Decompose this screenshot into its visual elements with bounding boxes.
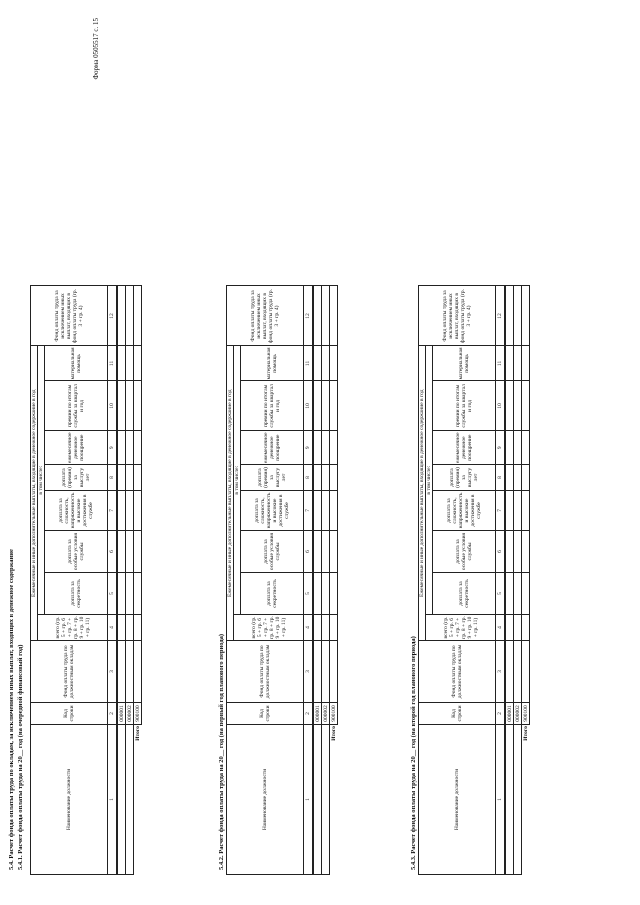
table-cell (126, 346, 134, 381)
header-salary-fund: Фонд оплаты труда по должностным окладам (227, 641, 304, 703)
table-cell (330, 615, 338, 641)
main-title: 5.4. Расчет фонда оплаты труда по окладам, за исключением иных выплат, входящих в денежное содержание (8, 549, 15, 870)
table-cell (514, 346, 522, 381)
table-cell (313, 615, 322, 641)
table-cell (514, 431, 522, 465)
table-cell (117, 381, 126, 431)
table-cell (330, 346, 338, 381)
column-number: 7 (108, 491, 118, 531)
table-cell (322, 573, 330, 615)
table-cell (330, 491, 338, 531)
section-title: 5.4.1. Расчет фонда оплаты труда на 20__ год (на очередной финансовый год) (17, 644, 24, 870)
header-total: всего (гр. 5 + гр. 6 + гр. 7 + гр. 8 + гр. 9 + гр. 10 + гр. 11) (38, 615, 108, 641)
column-number: 6 (108, 531, 118, 573)
table-cell (313, 286, 322, 346)
calculation-table (418, 285, 530, 875)
table-cell (330, 381, 338, 431)
table-cell (117, 531, 126, 573)
calculation-table (30, 285, 142, 875)
header-code: Код строки (227, 703, 304, 725)
column-number: 12 (496, 286, 506, 346)
total-code: 900100 (522, 703, 530, 725)
table-cell (313, 531, 322, 573)
table-cell (126, 465, 134, 491)
table-cell (126, 381, 134, 431)
table-cell (505, 641, 514, 703)
header-monthly-group: Ежемесячные и иные дополнительные выплаты, входящие в денежное содержание в год (227, 346, 234, 641)
table-cell (522, 431, 530, 465)
header-c6: доплата за особые условия службы (241, 531, 304, 573)
column-number: 3 (108, 641, 118, 703)
header-c7: доплата за сложность, напряженность и высокие достижения в службе (241, 491, 304, 531)
header-including: в том числе: (38, 346, 45, 615)
column-number: 4 (304, 615, 314, 641)
column-number: 2 (108, 703, 118, 725)
column-number: 10 (108, 381, 118, 431)
table-cell (134, 615, 142, 641)
column-number: 6 (496, 531, 506, 573)
column-number: 4 (496, 615, 506, 641)
table-cell (126, 431, 134, 465)
column-number: 12 (304, 286, 314, 346)
row-code: 000001 (117, 703, 126, 725)
table-row (514, 286, 522, 875)
table-cell (322, 531, 330, 573)
table-cell (522, 641, 530, 703)
table-cell (514, 725, 522, 875)
table-cell (522, 531, 530, 573)
column-number: 11 (496, 346, 506, 381)
column-number: 6 (304, 531, 314, 573)
table-row (322, 286, 330, 875)
header-c10: премии по итогам службы за квартал и год (433, 381, 496, 431)
table-cell (514, 381, 522, 431)
table-cell (126, 615, 134, 641)
table-cell (117, 431, 126, 465)
table-cell (313, 465, 322, 491)
column-number: 1 (108, 725, 118, 875)
column-number: 8 (108, 465, 118, 491)
table-cell (322, 615, 330, 641)
column-number: 4 (108, 615, 118, 641)
table-cell (117, 573, 126, 615)
column-number: 1 (304, 725, 314, 875)
column-number: 8 (496, 465, 506, 491)
table-cell (505, 615, 514, 641)
header-c5: доплата за секретность (45, 573, 108, 615)
table-cell (126, 531, 134, 573)
total-label: Итого (134, 726, 141, 741)
table-cell (505, 381, 514, 431)
table-cell (134, 346, 142, 381)
header-including: в том числе: (234, 346, 241, 615)
table-cell (322, 431, 330, 465)
table-cell (134, 381, 142, 431)
table-cell (126, 286, 134, 346)
table-cell (522, 573, 530, 615)
total-label: Итого (330, 726, 337, 741)
table-cell (126, 641, 134, 703)
header-code: Код строки (31, 703, 108, 725)
table-cell (505, 465, 514, 491)
table-cell (126, 573, 134, 615)
table-cell (322, 286, 330, 346)
header-position: Наименование должности (419, 725, 496, 875)
row-code: 000001 (313, 703, 322, 725)
table-cell (522, 346, 530, 381)
table-cell (134, 491, 142, 531)
column-number: 5 (108, 573, 118, 615)
table-cell (322, 381, 330, 431)
table-cell (313, 381, 322, 431)
column-number: 10 (496, 381, 506, 431)
column-number: 9 (108, 431, 118, 465)
table-cell (313, 725, 322, 875)
table-cell (522, 286, 530, 346)
table-cell (330, 531, 338, 573)
table-cell (134, 641, 142, 703)
header-salary-fund: Фонд оплаты труда по должностным окладам (419, 641, 496, 703)
column-number: 3 (304, 641, 314, 703)
table-cell (117, 286, 126, 346)
section-title: 5.4.2. Расчет фонда оплаты труда на 20__ год (на первый год планового периода) (218, 633, 225, 870)
table-cell (134, 286, 142, 346)
table-cell (522, 615, 530, 641)
table-cell (514, 615, 522, 641)
header-col12: Фонд оплаты труда за исключением иных выплат, входящих в фонд оплаты труда (гр. 3 + гр. 4) (227, 286, 304, 346)
table-cell (514, 465, 522, 491)
table-cell (134, 531, 142, 573)
table-cell (313, 431, 322, 465)
table-cell (514, 641, 522, 703)
table-cell (505, 491, 514, 531)
table-row (117, 286, 126, 875)
table-cell (313, 491, 322, 531)
table-cell (117, 491, 126, 531)
header-total: всего (гр. 5 + гр. 6 + гр. 7 + гр. 8 + гр. 9 + гр. 10 + гр. 11) (426, 615, 496, 641)
table-cell (313, 641, 322, 703)
table-cell (514, 531, 522, 573)
header-col12: Фонд оплаты труда за исключением иных выплат, входящих в фонд оплаты труда (гр. 3 + гр. 4) (31, 286, 108, 346)
table-cell (505, 286, 514, 346)
table-cell (322, 465, 330, 491)
header-c9: ежемесячное денежное поощрение (433, 431, 496, 465)
header-c11: материальная помощь (241, 346, 304, 381)
total-label: Итого (522, 726, 529, 741)
table-cell (117, 725, 126, 875)
table-cell (505, 346, 514, 381)
row-code: 000001 (505, 703, 514, 725)
table-row (126, 286, 134, 875)
form-number: Форма 0505517 с. 15 (92, 18, 100, 80)
column-number: 2 (496, 703, 506, 725)
header-c11: материальная помощь (45, 346, 108, 381)
header-monthly-group: Ежемесячные и иные дополнительные выплаты, входящие в денежное содержание в год (419, 346, 426, 641)
header-col12: Фонд оплаты труда за исключением иных выплат, входящих в фонд оплаты труда (гр. 3 + гр. 4) (419, 286, 496, 346)
table-cell (322, 641, 330, 703)
header-c7: доплата за сложность, напряженность и высокие достижения в службе (433, 491, 496, 531)
column-number: 5 (496, 573, 506, 615)
table-cell (522, 381, 530, 431)
header-c9: ежемесячное денежное поощрение (45, 431, 108, 465)
table-cell (514, 573, 522, 615)
table-cell (322, 491, 330, 531)
table-cell (117, 346, 126, 381)
column-number: 11 (304, 346, 314, 381)
table-cell (505, 531, 514, 573)
header-c11: материальная помощь (433, 346, 496, 381)
table-cell (330, 286, 338, 346)
table-cell (514, 491, 522, 531)
column-number: 9 (304, 431, 314, 465)
table-cell (330, 573, 338, 615)
header-monthly-group: Ежемесячные и иные дополнительные выплаты, входящие в денежное содержание в год (31, 346, 38, 641)
column-number: 8 (304, 465, 314, 491)
table-cell (330, 641, 338, 703)
header-position: Наименование должности (227, 725, 304, 875)
table-cell (322, 346, 330, 381)
header-position: Наименование должности (31, 725, 108, 875)
total-row (522, 286, 530, 875)
table-cell (126, 491, 134, 531)
table-cell (117, 641, 126, 703)
table-cell (313, 573, 322, 615)
row-code: 000002 (514, 703, 522, 725)
row-code: 000002 (322, 703, 330, 725)
column-number: 9 (496, 431, 506, 465)
column-number: 11 (108, 346, 118, 381)
total-row (330, 286, 338, 875)
table-cell (134, 431, 142, 465)
column-number: 5 (304, 573, 314, 615)
header-c6: доплата за особые условия службы (433, 531, 496, 573)
table-cell (505, 573, 514, 615)
header-c6: доплата за особые условия службы (45, 531, 108, 573)
table-cell (330, 465, 338, 491)
calculation-table (226, 285, 338, 875)
table-cell (330, 431, 338, 465)
total-row (134, 286, 142, 875)
header-including: в том числе: (426, 346, 433, 615)
table-cell (522, 465, 530, 491)
table-cell (505, 725, 514, 875)
header-c10: премии по итогам службы за квартал и год (241, 381, 304, 431)
table-cell (126, 725, 134, 875)
table-cell (134, 465, 142, 491)
header-salary-fund: Фонд оплаты труда по должностным окладам (31, 641, 108, 703)
column-number: 7 (304, 491, 314, 531)
header-code: Код строки (419, 703, 496, 725)
header-c8: доплата (премия) за выслугу лет (45, 465, 108, 491)
table-cell (313, 346, 322, 381)
header-c5: доплата за секретность (241, 573, 304, 615)
table-cell (514, 286, 522, 346)
header-c8: доплата (премия) за выслугу лет (433, 465, 496, 491)
table-cell (134, 573, 142, 615)
table-cell (505, 431, 514, 465)
header-c7: доплата за сложность, напряженность и высокие достижения в службе (45, 491, 108, 531)
header-c5: доплата за секретность (433, 573, 496, 615)
table-cell (522, 491, 530, 531)
row-code: 000002 (126, 703, 134, 725)
column-number: 12 (108, 286, 118, 346)
table-row (505, 286, 514, 875)
total-code: 900100 (330, 703, 338, 725)
column-number: 7 (496, 491, 506, 531)
table-cell (117, 615, 126, 641)
column-number: 3 (496, 641, 506, 703)
header-c9: ежемесячное денежное поощрение (241, 431, 304, 465)
total-code: 900100 (134, 703, 142, 725)
header-c10: премии по итогам службы за квартал и год (45, 381, 108, 431)
column-number: 2 (304, 703, 314, 725)
table-cell (322, 725, 330, 875)
section-title: 5.4.3. Расчет фонда оплаты труда на 20__ год (на второй год планового периода) (410, 636, 417, 870)
header-c8: доплата (премия) за выслугу лет (241, 465, 304, 491)
column-number: 1 (496, 725, 506, 875)
table-cell (117, 465, 126, 491)
table-row (313, 286, 322, 875)
column-number: 10 (304, 381, 314, 431)
header-total: всего (гр. 5 + гр. 6 + гр. 7 + гр. 8 + гр. 9 + гр. 10 + гр. 11) (234, 615, 304, 641)
